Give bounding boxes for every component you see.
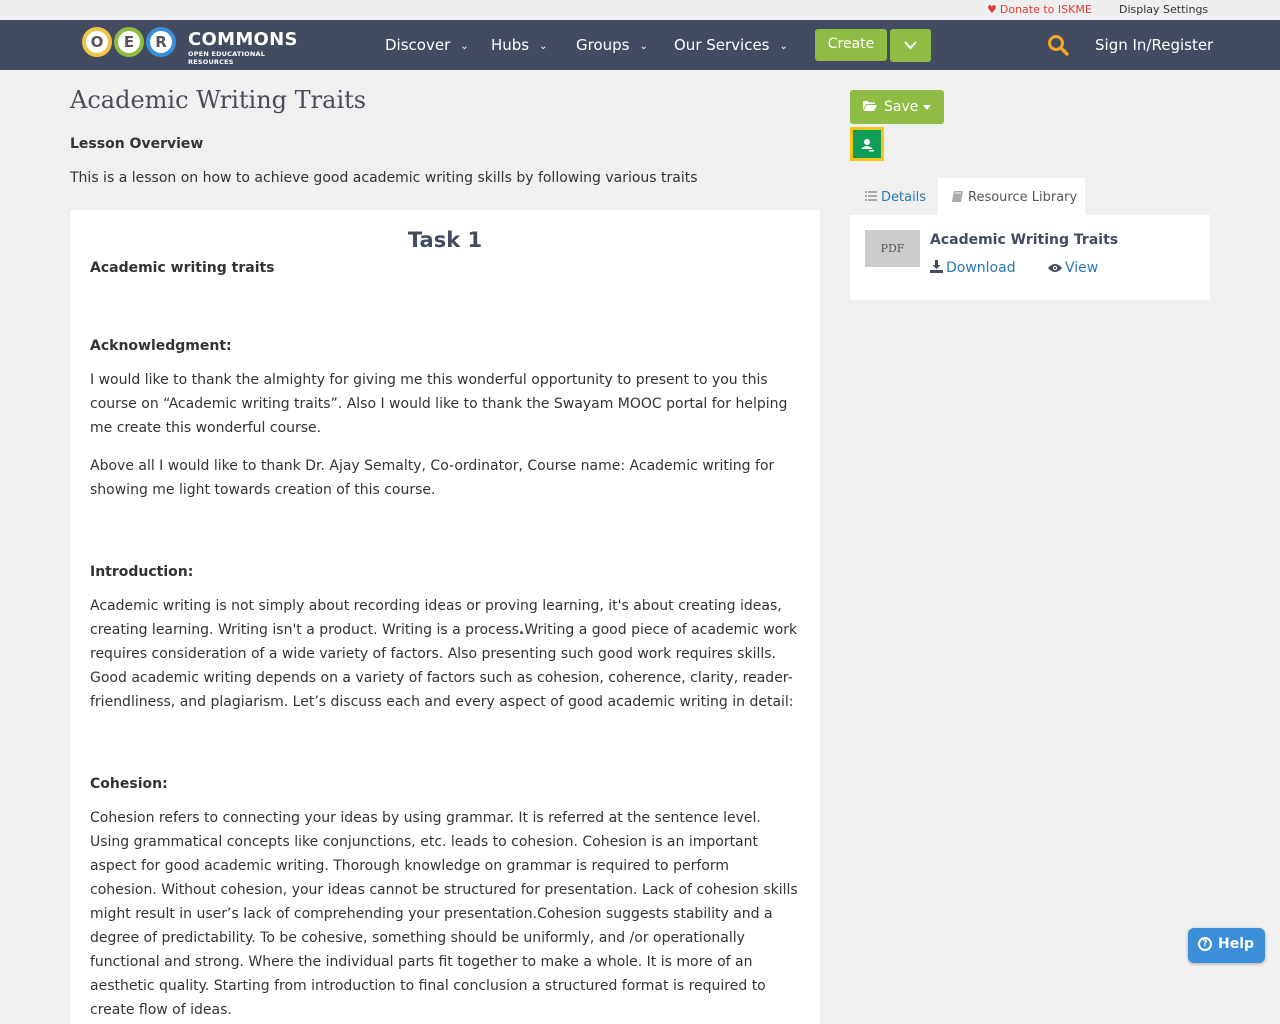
- nav-hubs-label: Hubs: [491, 36, 530, 54]
- introduction-period: .: [518, 622, 525, 638]
- nav-groups[interactable]: [576, 36, 648, 54]
- resource-title: Academic Writing Traits: [930, 232, 1119, 248]
- search-icon[interactable]: [1047, 34, 1069, 56]
- introduction-paragraph: [90, 594, 800, 714]
- nav-groups-label: Groups: [576, 36, 630, 54]
- create-button[interactable]: Create: [815, 29, 887, 61]
- introduction-text-a: Academic writing is not simply about recording ideas or proving learning, it's about creating ideas, creating learning. Writing isn't a product. Writing is a process: [90, 598, 782, 638]
- tab-details[interactable]: [850, 178, 938, 215]
- download-label: Download: [946, 260, 1016, 276]
- question-circle-icon: ?: [1198, 937, 1212, 951]
- view-label: View: [1065, 260, 1099, 276]
- save-button[interactable]: [850, 90, 944, 124]
- chevron-down-icon: ⌄: [539, 41, 548, 52]
- logo-wordmark: COMMONS: [188, 29, 298, 50]
- acknowledgment-heading: Acknowledgment:: [90, 338, 232, 354]
- chevron-down-icon: ⌄: [460, 41, 469, 52]
- list-icon: [865, 191, 877, 201]
- donate-link[interactable]: [987, 3, 1092, 16]
- nav-hubs[interactable]: [491, 36, 548, 54]
- acknowledgment-paragraph-1: I would like to thank the almighty for giving me this wonderful opportunity to present to you this course on “Academic writing traits”. Also I would like to thank the Swayam MOOC portal for helping me create this wonderful course.: [90, 372, 788, 436]
- caret-down-icon: [923, 105, 931, 110]
- navbar: [0, 20, 1280, 70]
- resource-library-panel: [850, 215, 1210, 300]
- cohesion-heading: Cohesion:: [90, 776, 168, 792]
- logo-tagline: OPEN EDUCATIONAL RESOURCES: [188, 50, 266, 66]
- lesson-overview-heading: Lesson Overview: [70, 136, 204, 152]
- create-dropdown-button[interactable]: [890, 29, 931, 62]
- tab-resource-library-label: Resource Library: [968, 190, 1078, 205]
- nav-our-services-label: Our Services: [674, 36, 770, 54]
- tab-resource-library[interactable]: [938, 178, 1085, 215]
- chevron-down-icon: ⌄: [779, 41, 788, 52]
- donate-label: Donate to ISKME: [999, 3, 1092, 16]
- google-classroom-icon[interactable]: [850, 127, 884, 161]
- logo-letter-e: E: [114, 27, 144, 57]
- introduction-text-b: Writing a good piece of academic work requires consideration of a wide variety of factors. Also presenting such good work requires skills. Good academic writing depends on a variety of factors such as cohesion, coherence, clarity, reader-friendliness, and plagiarism. Let’s discuss each and every aspect of good academic writing in detail:: [90, 622, 798, 710]
- oer-commons-logo[interactable]: [82, 25, 298, 66]
- page-title: Academic Writing Traits: [70, 86, 367, 114]
- lesson-subtitle: Academic writing traits: [90, 260, 275, 276]
- lesson-overview-text: This is a lesson on how to achieve good academic writing skills by following various traits: [70, 170, 698, 186]
- utility-bar: [0, 0, 1280, 20]
- help-label: Help: [1218, 936, 1255, 952]
- display-settings-link[interactable]: Display Settings: [1119, 3, 1209, 16]
- lesson-content-panel: [70, 210, 820, 1024]
- nav-discover[interactable]: [385, 36, 469, 54]
- chevron-down-icon: [904, 41, 917, 50]
- acknowledgment-paragraph-2: Above all I would like to thank Dr. Ajay Semalty, Co-ordinator, Course name: Academic writing for showing me light towards creation of this course.: [90, 458, 775, 498]
- help-button[interactable]: [1188, 928, 1265, 963]
- nav-discover-label: Discover: [385, 36, 451, 54]
- introduction-heading: Introduction:: [90, 564, 194, 580]
- lesson-content: [90, 228, 800, 1022]
- download-icon: [930, 260, 943, 273]
- book-icon: [952, 191, 963, 202]
- nav-our-services[interactable]: [674, 36, 788, 54]
- download-link[interactable]: [930, 260, 1016, 276]
- view-link[interactable]: [1048, 260, 1098, 276]
- chevron-down-icon: ⌄: [639, 41, 648, 52]
- pdf-thumbnail: PDF: [865, 230, 920, 267]
- task-title: Task 1: [407, 228, 483, 252]
- cohesion-paragraph: Cohesion refers to connecting your ideas by using grammar. It is referred at the sentence level. Using grammatical concepts like conjunctions, etc. leads to cohesion. Cohesion is an important aspect for good academic writing. Thorough knowledge on grammar is required to perform cohesion. Without cohesion, your ideas cannot be structured for presentation. Lack of cohesion skills might result in user’s lack of comprehending your presentation.Cohesion suggests stability and a degree of predictability. To be cohesive, something should be uniformly, and /or operationally functional and strong. Where the individual parts fit together to make a whole. It is more of an aesthetic quality. Starting from introduction to final conclusion a structured format is required to create flow of ideas.: [90, 810, 798, 1018]
- tab-details-label: Details: [881, 190, 927, 205]
- logo-letter-r: R: [146, 27, 176, 57]
- eye-icon: [1048, 263, 1062, 273]
- logo-letter-o: O: [82, 27, 112, 57]
- save-label: Save: [884, 99, 919, 115]
- folder-open-icon: [863, 100, 877, 111]
- sign-in-register-link[interactable]: Sign In/Register: [1095, 36, 1214, 54]
- heart-icon: ♥: [987, 3, 997, 16]
